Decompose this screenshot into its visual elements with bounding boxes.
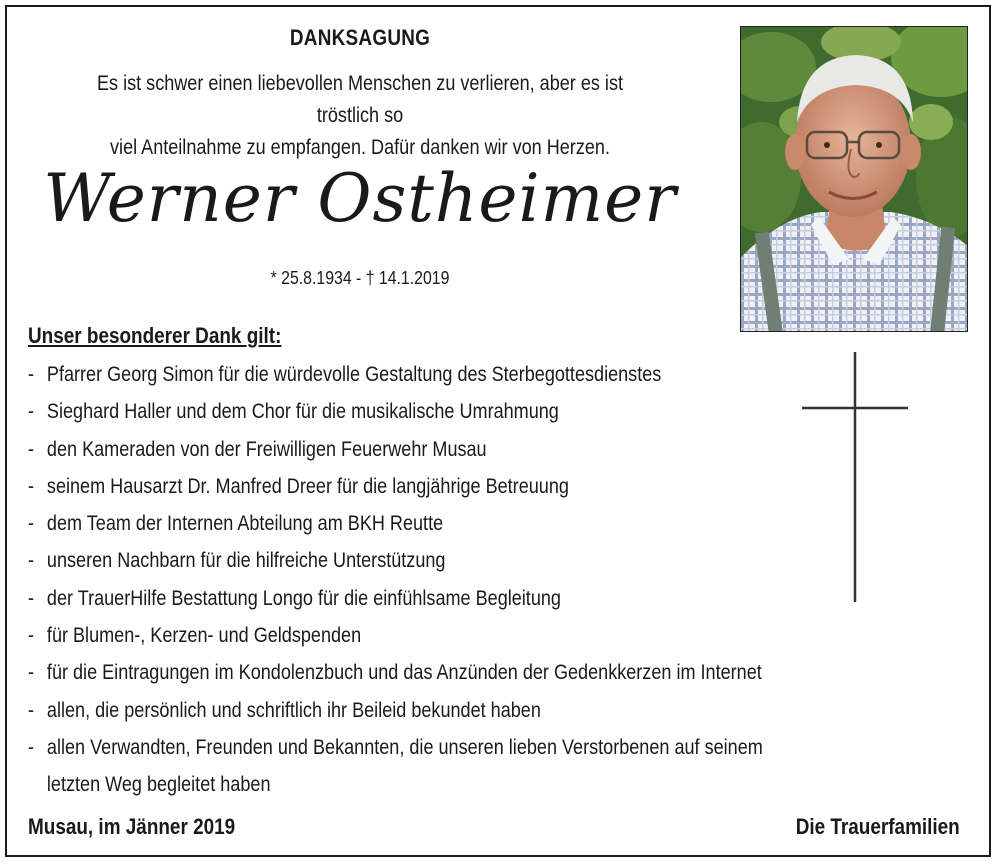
intro-line-2: viel Anteilnahme zu empfangen. Dafür danken wir von Herzen.	[110, 136, 610, 159]
list-item: - Sieghard Haller und dem Chor für die musikalische Umrahmung	[28, 400, 559, 424]
portrait-image	[741, 27, 968, 332]
list-item: - allen, die persönlich und schriftlich ihr Beileid bekundet haben	[28, 698, 541, 722]
list-item: - Pfarrer Georg Simon für die würdevolle Gestaltung des Sterbegottesdienstes	[28, 363, 662, 386]
list-item: - unseren Nachbarn für die hilfreiche Unterstützung	[28, 549, 446, 573]
portrait-photo	[740, 26, 968, 332]
thanks-title: Unser besonderer Dank gilt:	[28, 323, 282, 348]
list-item: - der TrauerHilfe Bestattung Longo für die einfühlsame Begleitung	[28, 586, 561, 610]
signature: Die Trauerfamilien	[795, 814, 960, 839]
list-item: - dem Team der Internen Abteilung am BKH Reutte	[28, 512, 444, 536]
intro-line-1: Es ist schwer einen liebevollen Menschen zu verlieren, aber es ist tröstlich so	[96, 72, 623, 127]
place-date: Musau, im Jänner 2019	[28, 814, 236, 839]
intro-text	[68, 68, 653, 164]
list-item: - den Kameraden von der Freiwilligen Feuerwehr Musau	[28, 437, 487, 461]
list-item: - allen Verwandten, Freunden und Bekannten, die unseren lieben Verstorbenen auf seinem	[28, 735, 763, 759]
list-item: - für die Eintragungen im Kondolenzbuch und das Anzünden der Gedenkkerzen im Internet	[28, 661, 762, 685]
list-item-continuation: letzten Weg begleitet haben	[46, 773, 271, 797]
list-item: - seinem Hausarzt Dr. Manfred Dreer für die langjährige Betreuung	[28, 474, 569, 498]
thanks-list	[28, 356, 828, 804]
deceased-name: Werner Ostheimer	[43, 160, 677, 237]
life-dates: * 25.8.1934 - † 14.1.2019	[270, 268, 450, 288]
list-item: - für Blumen-, Kerzen- und Geldspenden	[28, 624, 362, 648]
heading: DANKSAGUNG	[289, 25, 431, 50]
